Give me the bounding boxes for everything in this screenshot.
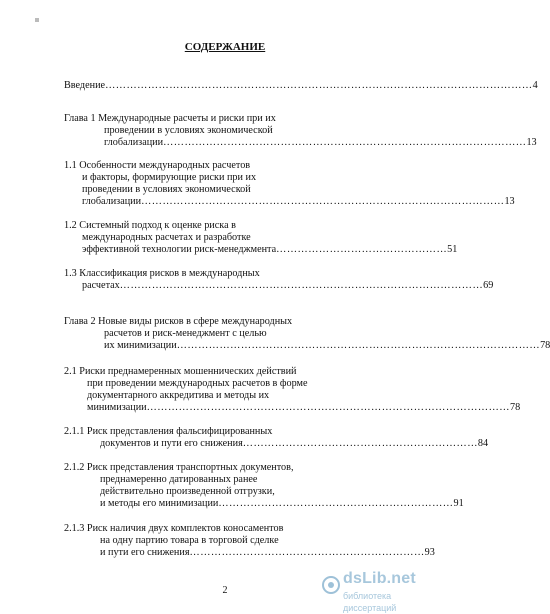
leader-dots: ………………………………………… xyxy=(276,244,448,255)
toc-page: 13 xyxy=(526,137,537,148)
toc-page: 91 xyxy=(453,498,464,509)
toc-line xyxy=(82,244,458,256)
toc-text: и факторы, формирующие риски при их xyxy=(82,172,257,183)
toc-text: и методы его минимизации xyxy=(100,498,219,509)
toc-text: 2.1.1 Риск представления фальсифицированных xyxy=(64,426,273,437)
leader-dots: ………………………………………………………… xyxy=(242,438,478,449)
toc-line xyxy=(104,340,550,352)
toc-line xyxy=(82,280,494,292)
toc-page: 4 xyxy=(532,80,538,91)
leader-dots: ………………………………………………………………………………………………………… xyxy=(105,80,533,91)
leader-dots: ………………………………………………………………………………………… xyxy=(119,280,484,291)
toc-text: минимизации xyxy=(87,402,147,413)
toc-line xyxy=(82,196,515,208)
leader-dots: ………………………………………………………………………………………… xyxy=(163,137,527,148)
toc-text: проведении в условиях экономической xyxy=(82,184,251,195)
toc-text: расчетах xyxy=(82,280,120,291)
toc-text: на одну партию товара в торговой сделке xyxy=(100,535,279,546)
toc-page: 93 xyxy=(424,547,435,558)
leader-dots: ………………………………………………………………………………………… xyxy=(176,340,541,351)
toc-page: 13 xyxy=(504,196,515,207)
toc-page: 51 xyxy=(447,244,458,255)
toc-line xyxy=(100,498,464,510)
toc-text: глобализации xyxy=(104,137,164,148)
toc-line xyxy=(87,402,521,414)
leader-dots: ………………………………………………………………………………………… xyxy=(146,402,510,413)
toc-text: их минимизации xyxy=(104,340,177,351)
toc-line xyxy=(100,438,489,450)
toc-text: и пути его снижения xyxy=(100,547,190,558)
toc-line xyxy=(100,547,435,559)
scan-speck xyxy=(35,18,39,22)
page-number: 2 xyxy=(222,585,228,596)
toc-text: 2.1 Риски преднамеренных мошеннических действий xyxy=(64,366,297,377)
watermark-subtitle: библиотека диссертаций xyxy=(343,591,397,613)
toc-text: Введение xyxy=(64,80,106,91)
watermark xyxy=(322,570,440,613)
toc-text: 1.2 Системный подход к оценке риска в xyxy=(64,220,236,231)
toc-text: действительно произведенной отгрузки, xyxy=(100,486,275,497)
leader-dots: ………………………………………………………… xyxy=(189,547,425,558)
toc-page: 78 xyxy=(540,340,550,351)
toc-text: документов и пути его снижения xyxy=(100,438,243,449)
toc-text: 2.1.3 Риск наличия двух комплектов коносаментов xyxy=(64,523,284,534)
toc-page: 84 xyxy=(477,438,489,449)
leader-dots: ………………………………………………………… xyxy=(218,498,454,509)
toc-text: при проведении международных расчетов в форме xyxy=(87,378,308,389)
dslib-logo-icon xyxy=(322,576,340,594)
toc-line xyxy=(104,137,537,149)
toc-text: 2.1.2 Риск представления транспортных документов, xyxy=(64,462,294,473)
leader-dots: ………………………………………………………………………………………… xyxy=(141,196,505,207)
toc-text: международных расчетах и разработке xyxy=(82,232,251,243)
toc-text: Глава 2 Новые виды рисков в сфере международных xyxy=(64,316,293,327)
toc-text: Глава 1 Международные расчеты и риски при их xyxy=(64,113,276,124)
toc-page: 69 xyxy=(483,280,494,291)
toc-line xyxy=(64,80,538,92)
toc-page: 78 xyxy=(509,402,521,413)
toc-text: эффективной технологии риск-менеджмента xyxy=(82,244,277,255)
toc-text: документарного аккредитива и методы их xyxy=(87,390,270,401)
toc-text: 1.1 Особенности международных расчетов xyxy=(64,160,251,171)
toc-text: глобализации xyxy=(82,196,142,207)
toc-text: расчетов и риск-менеджмент с целью xyxy=(104,328,267,339)
page-title: СОДЕРЖАНИЕ xyxy=(184,41,266,53)
toc-text: преднамеренно датированных ранее xyxy=(100,474,258,485)
toc-text: проведении в условиях экономической xyxy=(104,125,273,136)
watermark-brand: dsLib.net xyxy=(343,570,416,587)
toc-text: 1.3 Классификация рисков в международных xyxy=(64,268,260,279)
